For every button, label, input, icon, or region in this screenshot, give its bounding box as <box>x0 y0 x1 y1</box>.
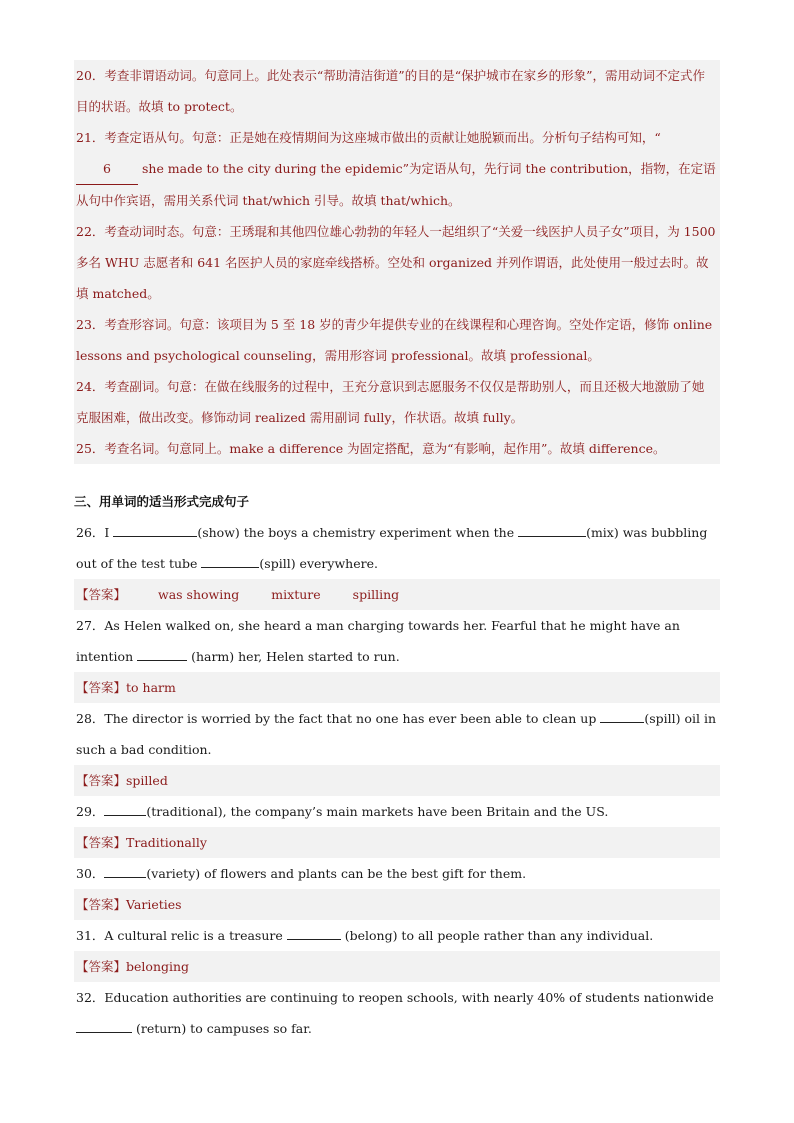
answer-30: 【答案】Varieties <box>74 889 720 920</box>
answer-29: 【答案】Traditionally <box>74 827 720 858</box>
answer-line[interactable] <box>518 522 586 537</box>
answer-line[interactable] <box>137 646 187 661</box>
question-27: 27．As Helen walked on, she heard a man charging towards her. Fearful that he might have an intention (harm) her, Helen started to run. <box>76 618 680 664</box>
explanation-22: 22．考查动词时态。句意：王琇琨和其他四位雄心勃勃的年轻人一起组织了“关爱一线医护人员子女”项目，为 1500 多名 WHU 志愿者和 641 名医护人员的家庭牵线搭桥。空处和 organized 并列作谓语，此处使用一般过去时。故填 matched。 <box>76 224 716 301</box>
section-title: 三、用单词的适当形式完成句子 <box>74 494 250 509</box>
question-26: 26．I (show) the boys a chemistry experiment when the (mix) was bubbling out of the test tube (spill) everywhere. <box>74 517 720 579</box>
document-page <box>74 60 720 1044</box>
answer-line[interactable] <box>201 553 259 568</box>
answer-27: 【答案】to harm <box>74 672 720 703</box>
answer-line[interactable] <box>104 863 146 878</box>
blank-6: 6 <box>76 153 138 185</box>
question-30: 30． (variety) of flowers and plants can be the best gift for them. <box>74 858 720 889</box>
explanation-20: 20．考查非谓语动词。句意同上。此处表示“帮助清洁街道”的目的是“保护城市在家乡的形象”，需用动词不定式作目的状语。故填 to protect。 <box>76 68 705 114</box>
explanation-25: 25．考查名词。句意同上。make a difference 为固定搭配，意为“有影响，起作用”。故填 difference。 <box>76 441 666 456</box>
explanation-23: 23．考查形容词。句意：该项目为 5 至 18 岁的青少年提供专业的在线课程和心理咨询。空处作定语，修饰 online lessons and psychological counseling，需用形容词 professional。故填 professional。 <box>76 317 713 363</box>
question-29: 29． (traditional), the company’s main markets have been Britain and the US. <box>74 796 720 827</box>
explanation-21: 21．考查定语从句。句意：正是她在疫情期间为这座城市做出的贡献让她脱颖而出。分析句子结构可知，“6 she made to the city during the epidemic”为定语从句，先行词 the contribution，指物，在定语从句中作宾语，需用关系代词 that/which 引导。故填 that/which。 <box>76 130 716 208</box>
question-32: 32．Education authorities are continuing to reopen schools, with nearly 40% of students nationwide (return) to campuses so far. <box>76 990 714 1036</box>
answer-line[interactable] <box>600 708 644 723</box>
answer-31: 【答案】belonging <box>74 951 720 982</box>
answer-line[interactable] <box>104 801 146 816</box>
explanation-24: 24．考查副词。句意：在做在线服务的过程中，王充分意识到志愿服务不仅仅是帮助别人，而且还极大地激励了她克服困难，做出改变。修饰动词 realized 需用副词 fully，作状语。故填 fully。 <box>76 379 705 425</box>
answer-line[interactable] <box>287 925 341 940</box>
answer-28: 【答案】spilled <box>74 765 720 796</box>
question-31: 31．A cultural relic is a treasure (belong) to all people rather than any individual. <box>74 920 720 951</box>
explanation-block <box>74 60 720 464</box>
answer-line[interactable] <box>76 1018 132 1033</box>
answer-26: 【答案】 was showing mixture spilling <box>74 579 720 610</box>
answer-line[interactable] <box>113 522 197 537</box>
question-28: 28．The director is worried by the fact that no one has ever been able to clean up (spill) oil in such a bad condition. <box>74 703 720 765</box>
